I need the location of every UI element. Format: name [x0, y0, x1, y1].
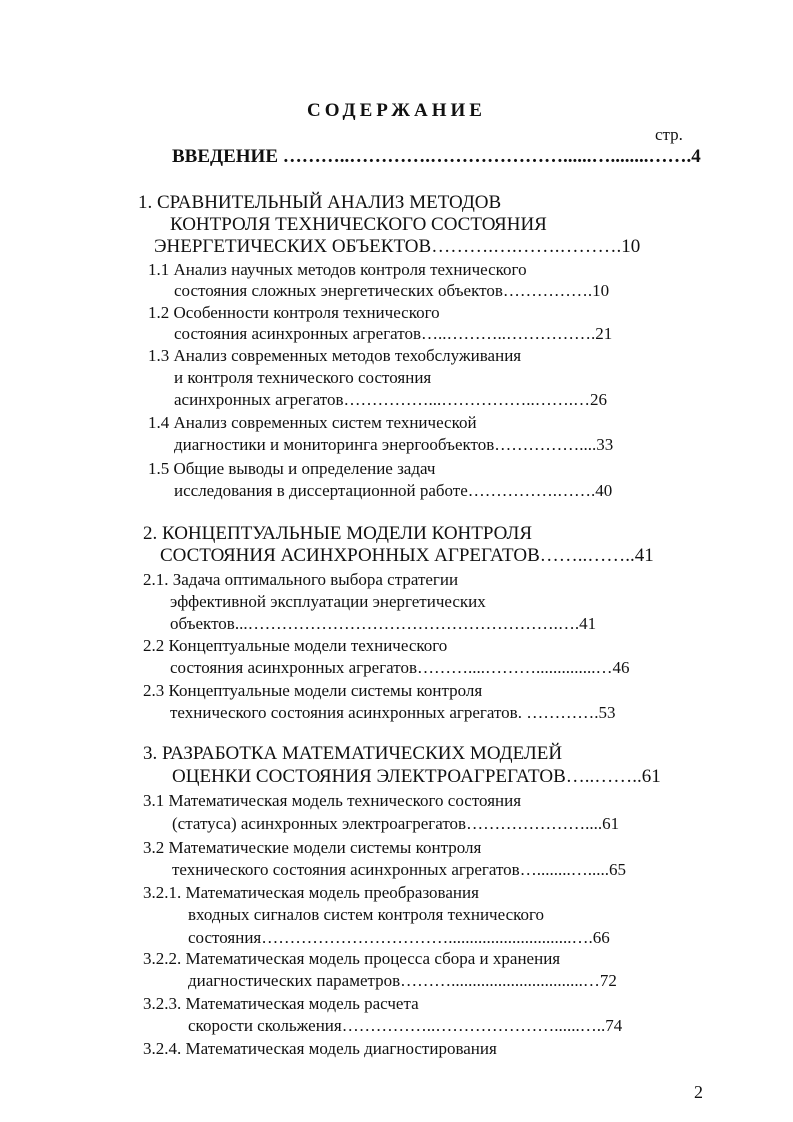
toc-section-2-1-line-3: объектов...……………………………………………….….41	[170, 614, 597, 633]
toc-section-1-5-line-1: 1.5 Общие выводы и определение задач	[148, 459, 436, 478]
toc-section-2-1-line-2: эффективной эксплуатации энергетических	[170, 592, 486, 611]
toc-section-2-2-line-1: 2.2 Концептуальные модели технического	[143, 636, 448, 655]
page-column-label: стр.	[655, 125, 683, 144]
toc-section-3-2-2-line-2: диагностических параметров………...............................…72	[188, 971, 617, 990]
toc-section-1-3-line-1: 1.3 Анализ современных методов техобслуживания	[148, 346, 522, 365]
toc-section-1-4-line-1: 1.4 Анализ современных систем технической	[148, 413, 477, 432]
page-number: 2	[694, 1082, 703, 1102]
toc-section-3-2-1-line-3: состояния…………………………….............................….66	[188, 928, 610, 947]
toc-section-1-1-line-2: состояния сложных энергетических объектов…………….10	[174, 281, 610, 300]
toc-chapter-1-line-1: 1. СРАВНИТЕЛЬНЫЙ АНАЛИЗ МЕТОДОВ	[138, 192, 502, 213]
toc-chapter-1-line-2: КОНТРОЛЯ ТЕХНИЧЕСКОГО СОСТОЯНИЯ	[170, 214, 547, 235]
toc-chapter-3-line-1: 3. РАЗРАБОТКА МАТЕМАТИЧЕСКИХ МОДЕЛЕЙ	[143, 743, 563, 764]
toc-section-3-2-3-line-2: скорости скольжения……………..…………………......…..74	[188, 1016, 623, 1035]
toc-section-3-2-3-line-1: 3.2.3. Математическая модель расчета	[143, 994, 419, 1013]
toc-section-1-2-line-2: состояния асинхронных агрегатов…..………..…………….21	[174, 324, 613, 343]
toc-section-1-5-line-2: исследования в диссертационной работе…………….…….40	[174, 481, 613, 500]
toc-section-3-1-line-2: (статуса) асинхронных электроагрегатов…………………....61	[172, 814, 620, 833]
toc-section-3-2-1-line-1: 3.2.1. Математическая модель преобразования	[143, 883, 479, 902]
toc-section-2-3-line-2: технического состояния асинхронных агрегатов. ………….53	[170, 703, 616, 722]
toc-section-1-2-line-1: 1.2 Особенности контроля технического	[148, 303, 440, 322]
toc-section-3-2-line-1: 3.2 Математические модели системы контроля	[143, 838, 482, 857]
toc-section-3-2-4-line-1: 3.2.4. Математическая модель диагностирования	[143, 1039, 497, 1058]
toc-section-3-2-2-line-1: 3.2.2. Математическая модель процесса сбора и хранения	[143, 949, 561, 968]
toc-section-3-1-line-1: 3.1 Математическая модель технического состояния	[143, 791, 522, 810]
toc-section-1-4-line-2: диагностики и мониторинга энергообъектов……………....33	[174, 435, 614, 454]
toc-section-1-1-line-1: 1.1 Анализ научных методов контроля технического	[148, 260, 527, 279]
toc-section-2-3-line-1: 2.3 Концептуальные модели системы контроля	[143, 681, 483, 700]
toc-section-2-1-line-1: 2.1. Задача оптимального выбора стратегии	[143, 570, 459, 589]
toc-chapter-1-line-3: ЭНЕРГЕТИЧЕСКИХ ОБЪЕКТОВ……….….…….……….10	[154, 236, 641, 257]
toc-section-2-2-line-2: состояния асинхронных агрегатов………....………..............…46	[170, 658, 630, 677]
toc-section-3-2-line-2: технического состояния асинхронных агрегатов…........….....65	[172, 860, 626, 879]
toc-entry-intro: ВВЕДЕНИЕ ………..………….…………………......…........…….4	[172, 146, 701, 167]
toc-chapter-2-line-2: СОСТОЯНИЯ АСИНХРОННЫХ АГРЕГАТОВ……..……..41	[160, 545, 654, 566]
page-title: СОДЕРЖАНИЕ	[307, 100, 486, 121]
toc-section-1-3-line-2: и контроля технического состояния	[174, 368, 432, 387]
toc-chapter-3-line-2: ОЦЕНКИ СОСТОЯНИЯ ЭЛЕКТРОАГРЕГАТОВ…..……..61	[172, 766, 661, 787]
toc-section-3-2-1-line-2: входных сигналов систем контроля технического	[188, 905, 545, 924]
toc-chapter-2-line-1: 2. КОНЦЕПТУАЛЬНЫЕ МОДЕЛИ КОНТРОЛЯ	[143, 523, 533, 544]
toc-section-1-3-line-3: асинхронных агрегатов……………...……………..…….…26	[174, 390, 608, 409]
